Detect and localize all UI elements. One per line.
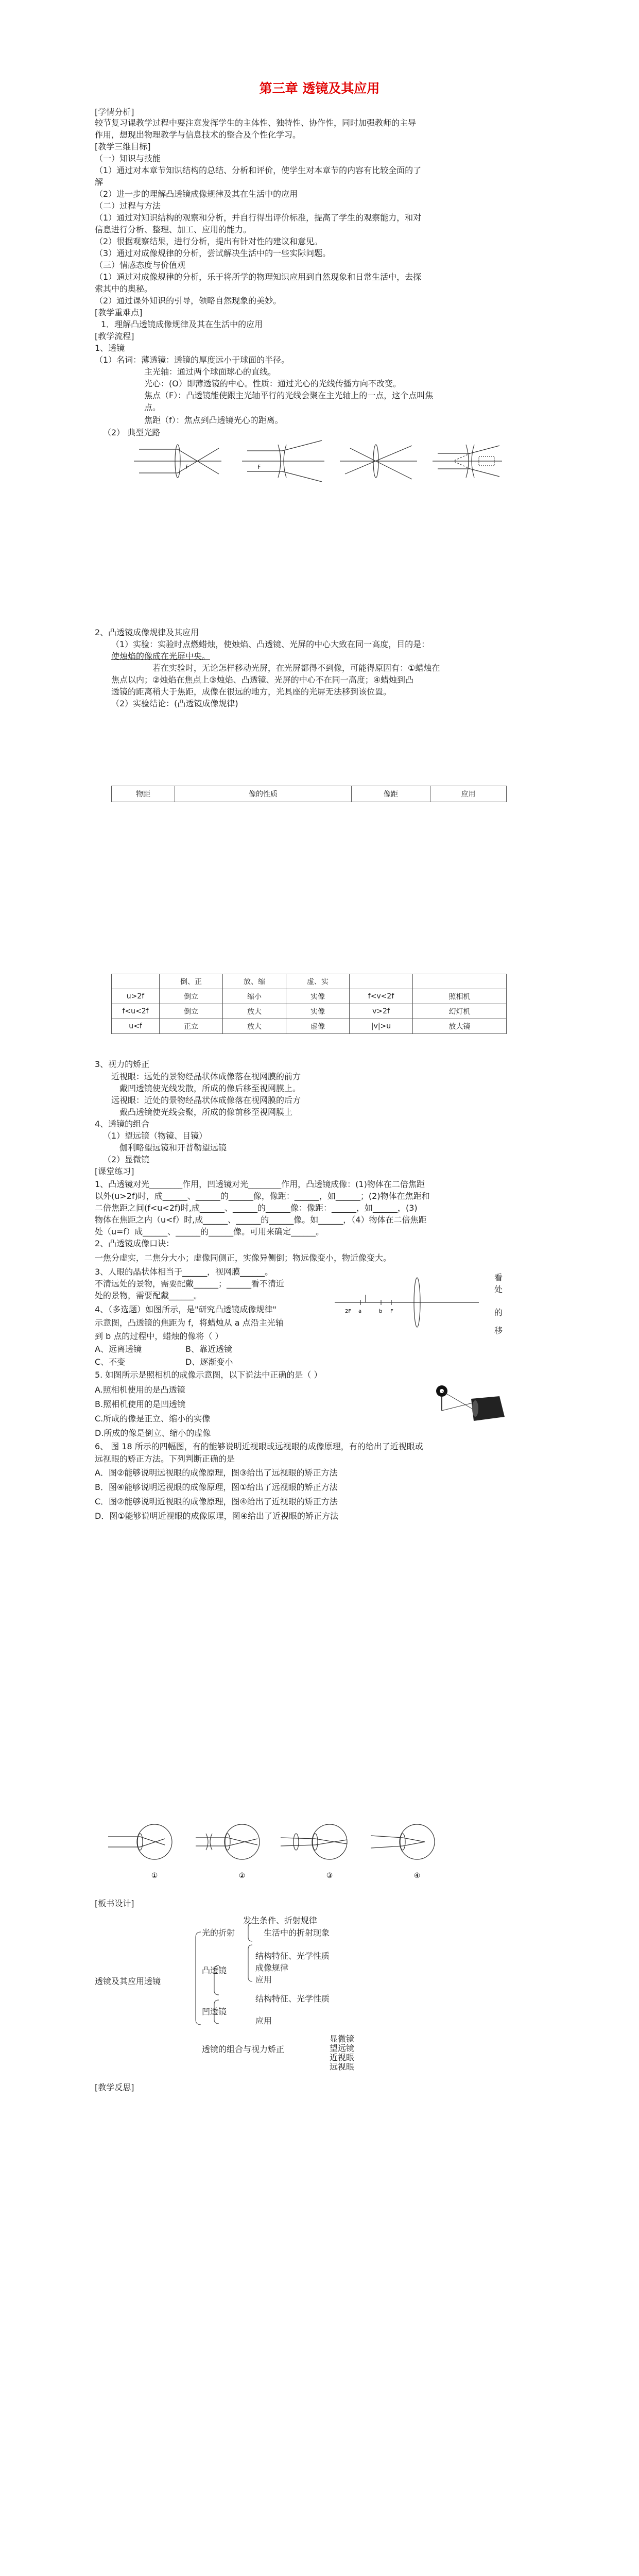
table-cell: 放大 — [223, 1004, 286, 1019]
table-cell: 正立 — [160, 1019, 223, 1034]
section-header-board: [板书设计] — [95, 1899, 134, 1908]
q4-option-d: D、逐渐变小 — [185, 1357, 233, 1367]
process-s4-1: （1）望远镜（物镜、目镜） — [103, 1131, 208, 1141]
practice-q1-a: 1、凸透镜对光________作用，凹透镜对光________作用，凸透镜成像：(1)物体在二倍焦距 — [95, 1179, 425, 1189]
board-convex-lens: 凸透镜 — [202, 1965, 227, 1975]
eye-label-2: ② — [238, 1872, 246, 1880]
process-s4-3: （2）显微镜 — [103, 1155, 150, 1164]
practice-q6-b: 远视眼的矫正方法。下列判断正确的是 — [95, 1454, 235, 1464]
process-s3-4: 戴凸透镜使光线会聚，所成的像前移至视网膜上 — [119, 1107, 293, 1117]
table-row — [112, 974, 507, 989]
section-header-analysis: [学情分析] — [95, 107, 134, 117]
process-s1-terms: （1）名词：薄透镜：透镜的厚度远小于球面的半径。 — [95, 355, 290, 365]
goals-p2: （2）很据观察结果，进行分析，提出有针对性的建议和意见。 — [95, 236, 323, 246]
process-s3-1: 近视眼：远处的景物经晶状体成像落在视网膜的前方 — [111, 1072, 301, 1081]
goals-e2: （2）通过课外知识的引导，领略自然现象的美妙。 — [95, 296, 282, 306]
board-life-phenomena: 生活中的折射现象 — [264, 1928, 330, 1938]
section-header-practice: [课堂练习] — [95, 1166, 134, 1176]
table-cell: 倒、正 — [160, 974, 223, 989]
board-convex-application: 应用 — [255, 1975, 272, 1985]
q4-label-b: b — [379, 1309, 383, 1314]
section-header-focus: [教学重难点] — [95, 308, 143, 317]
goals-k1-line-b: 解 — [95, 177, 103, 187]
table-cell: 幻灯机 — [413, 1004, 507, 1019]
q6-option-b: B．图④能够说明远视眼的成像原理，图①给出了远视眼的矫正方法 — [95, 1482, 338, 1492]
table-cell: 照相机 — [413, 989, 507, 1004]
table-cell — [413, 974, 507, 989]
goals-p1-line-b: 信息进行分析、整理、加工、应用的能力。 — [95, 225, 252, 234]
process-s4: 4、透镜的组合 — [95, 1119, 150, 1129]
q4-option-b: B、靠近透镜 — [185, 1344, 232, 1354]
goals-k1-line-a: （1）通过对本章节知识结构的总结、分析和评价，使学生对本章节的内容有比较全面的了 — [95, 165, 422, 175]
table-cell: u<f — [112, 1019, 160, 1034]
practice-q1-b: 以外(u>2f)时，成______、______的______像，像距：______，如______；(2)物体在焦距和 — [95, 1191, 430, 1201]
q4-label-a: a — [358, 1309, 362, 1314]
q6-option-a: A．图②能够说明远视眼的成像原理，图③给出了远视眼的矫正方法 — [95, 1468, 338, 1478]
analysis-line-1: 较节复习课教学过程中要注意发挥学生的主体性、独特性、协作性，同时加强教师的主导 — [95, 118, 417, 128]
board-concave-structure: 结构特征、光学性质 — [255, 1994, 330, 2004]
table-cell: |v|>u — [350, 1019, 413, 1034]
imaging-table-1 — [111, 786, 507, 802]
board-myopia: 近视眼 — [330, 2053, 355, 2062]
section-header-process: [教学流程] — [95, 331, 134, 341]
board-root: 透镜及其应用透镜 — [95, 1976, 161, 1986]
practice-q2: 2、凸透镜成像口诀： — [95, 1239, 175, 1248]
table-cell: 放大 — [223, 1019, 286, 1034]
eye-label-4: ④ — [413, 1872, 421, 1880]
process-s1-focus-b: 点。 — [144, 402, 161, 412]
process-s1-paths: （2） 典型光路 — [103, 428, 161, 437]
process-s2-exp-e: 透镜的距离稍大于焦距，成像在很远的地方，光具座的光屏无法移到该位置。 — [111, 687, 392, 697]
table-cell: v>2f — [350, 1004, 413, 1019]
practice-q3-b: 不清远处的景物，需要配戴______；______看不清近 — [95, 1279, 285, 1289]
table-cell: 放大镜 — [413, 1019, 507, 1034]
q4-lens-figure — [330, 1272, 484, 1333]
practice-q4-a: 4、（多选题）如图所示，是"研究凸透镜成像规律" — [95, 1304, 277, 1314]
board-telescope: 望远镜 — [330, 2043, 355, 2053]
q5-option-c: C.所成的像是正立、缩小的实像 — [95, 1414, 211, 1423]
table-cell: 放、缩 — [223, 974, 286, 989]
process-s2: 2、凸透镜成像规律及其应用 — [95, 628, 199, 637]
table-header-cell: 应用 — [430, 786, 507, 802]
process-s2-exp-b: 使烛焰的像成在光屏中央。 — [111, 651, 211, 661]
table-row — [112, 1004, 507, 1019]
practice-q4-b: 示意图，凸透镜的焦距为 f，将蜡烛从 a 点沿主光轴 — [95, 1318, 284, 1328]
practice-q3-side-b: 处 — [494, 1284, 503, 1294]
section-header-goals: [教学三维目标] — [95, 142, 151, 151]
practice-q4-c: 到 b 点的过程中，蜡烛的像将（ ） — [95, 1331, 223, 1341]
eye-figures — [103, 1816, 453, 1883]
goals-e1-line-a: （1）通过对成像规律的分析，乐于将所学的物理知识应用到自然现象和日常生活中，去探 — [95, 272, 422, 282]
table-cell — [112, 974, 160, 989]
table-header-cell: 物距 — [112, 786, 175, 802]
goals-knowledge-header: （一）知识与技能 — [95, 154, 161, 163]
focus-item: 1．理解凸透镜成像规律及其在生活中的应用 — [101, 319, 263, 329]
table-row — [112, 989, 507, 1004]
practice-q3-c: 处的景物，需要配戴______。 — [95, 1291, 202, 1300]
process-s3-3: 远视眼：近处的景物经晶状体成像落在视网膜的后方 — [111, 1095, 301, 1105]
table-cell: f<v<2f — [350, 989, 413, 1004]
practice-q5: 5. 如图所示是照相机的成像示意图，以下说法中正确的是（ ） — [95, 1370, 322, 1380]
process-s1-center: 光心：(O）即薄透镜的中心。性质：通过光心的光线传播方向不改变。 — [144, 379, 401, 388]
table-cell: 实像 — [286, 1004, 350, 1019]
practice-q3-side-a: 看 — [494, 1273, 503, 1282]
process-s3: 3、视力的矫正 — [95, 1059, 150, 1069]
process-s2-exp-d: 焦点以内；②烛焰在焦点上③烛焰、凸透镜、光屏的中心不在同一高度；④蜡烛到凸 — [111, 675, 414, 685]
table-cell: f<u<2f — [112, 1004, 160, 1019]
fig1-label-f1: F — [185, 464, 189, 470]
section-header-reflection: [教学反思] — [95, 2082, 134, 2092]
board-convex-structure: 结构特征、光学性质 — [255, 1951, 330, 1961]
practice-q1-e: 处（u=f）成______、______的______像。可用来确定______。 — [95, 1227, 324, 1236]
goals-p3: （3）通过对成像规律的分析，尝试解决生活中的一些实际问题。 — [95, 248, 331, 258]
table-cell: 缩小 — [223, 989, 286, 1004]
board-microscope: 显微镜 — [330, 2034, 355, 2044]
board-concave-application: 应用 — [255, 2016, 272, 2026]
table-row — [112, 786, 507, 802]
board-refraction: 光的折射 — [202, 1928, 235, 1938]
table-cell: u>2f — [112, 989, 160, 1004]
process-s1-flen: 焦距（f）：焦点到凸透镜光心的距离。 — [144, 415, 283, 425]
board-imaging-law: 成像规律 — [255, 1963, 289, 1973]
table-cell — [350, 974, 413, 989]
goals-k2: （2）进一步的理解凸透镜成像规律及其在生活中的应用 — [95, 189, 298, 199]
practice-q3-a: 3、人眼的晶状体相当于______，视网膜______。 — [95, 1267, 273, 1277]
process-s2-exp-a: （1）实验：实验时点燃蜡烛，使烛焰、凸透镜、光屏的中心大致在同一高度，目的是： — [111, 639, 430, 649]
q5-option-a: A.照相机使用的是凸透镜 — [95, 1385, 185, 1395]
board-combination: 透镜的组合与视力矫正 — [202, 2044, 285, 2054]
eye-label-3: ③ — [326, 1872, 333, 1880]
table-cell: 倒立 — [160, 989, 223, 1004]
eye-label-1: ① — [151, 1872, 158, 1880]
board-conditions: 发生条件、折射规律 — [243, 1916, 318, 1925]
table-row — [112, 1019, 507, 1034]
q4-label-2f: 2F — [345, 1309, 352, 1314]
table-cell: 虚像 — [286, 1019, 350, 1034]
goals-p1-line-a: （1）通过对知识结构的观察和分析，并自行得出评价标准，提高了学生的观察能力，和对 — [95, 213, 422, 223]
practice-q4-side-a: 的 — [494, 1308, 503, 1317]
practice-q6-a: 6、 图 18 所示的四幅图，有的能够说明近视眼或远视眼的成像原理，有的给出了近视眼或 — [95, 1442, 423, 1451]
q6-option-d: D．图①能够说明近视眼的成像原理，图④给出了近视眼的矫正方法 — [95, 1511, 339, 1521]
process-s4-2: 伽利略望远镜和开普勒望远镜 — [119, 1143, 227, 1153]
practice-q1-c: 二倍焦距之间(f<u<2f)时,成______、______的______像：像距：______，如______，(3) — [95, 1203, 418, 1213]
analysis-line-2: 作用，想现出物理教学与信息技术的整合及个性化学习。 — [95, 130, 301, 140]
camera-figure — [422, 1381, 510, 1430]
practice-q1-d: 物体在焦距之内（u<f）时,成______、______的______像。如______，（4）物体在二倍焦距 — [95, 1215, 427, 1225]
q5-option-b: B.照相机使用的是凹透镜 — [95, 1399, 186, 1409]
practice-q4-side-b: 移 — [494, 1326, 503, 1335]
practice-q2-a: 一焦分虚实，二焦分大小；虚像同侧正，实像异侧倒；物远像变小，物近像变大。 — [95, 1253, 392, 1263]
fig1-label-f2: F — [257, 464, 261, 470]
table-header-cell: 像距 — [352, 786, 430, 802]
table-header-cell: 像的性质 — [175, 786, 352, 802]
page-title: 第三章 透镜及其应用 — [259, 81, 380, 96]
q4-label-f: F — [390, 1309, 393, 1314]
process-s1-focus-a: 焦点（F）：凸透镜能使跟主光轴平行的光线会聚在主光轴上的一点，这个点叫焦 — [144, 391, 434, 400]
q5-option-d: D.所成的像是倒立、缩小的虚像 — [95, 1428, 211, 1438]
process-s1-axis: 主光轴：通过两个球面球心的直线。 — [144, 367, 277, 377]
board-hyperopia: 远视眼 — [330, 2062, 355, 2072]
process-s3-2: 戴凹透镜使光线发散，所成的像后移至视网膜上。 — [119, 1083, 301, 1093]
goals-emotion-header: （三）情感态度与价值观 — [95, 260, 186, 270]
light-path-figure — [124, 438, 505, 484]
process-s2-conclusion: （2）实验结论：(凸透镜成像规律) — [111, 699, 238, 708]
table-cell: 实像 — [286, 989, 350, 1004]
q6-option-c: C．图②能够说明近视眼的成像原理，图④给出了近视眼的矫正方法 — [95, 1497, 338, 1506]
board-concave-lens: 凹透镜 — [202, 2007, 227, 2016]
goals-e1-line-b: 索其中的奥秘。 — [95, 284, 153, 294]
goals-process-header: （二）过程与方法 — [95, 201, 161, 211]
imaging-table-2 — [111, 974, 507, 1034]
table-cell: 虚、实 — [286, 974, 350, 989]
q4-option-c: C、不变 — [95, 1357, 126, 1367]
table-cell: 倒立 — [160, 1004, 223, 1019]
q4-option-a: A、远离透镜 — [95, 1344, 142, 1354]
process-s1: 1、透镜 — [95, 343, 125, 353]
process-s2-exp-c: 若在实验时，无论怎样移动光屏，在光屏都得不到像，可能得原因有：①蜡烛在 — [152, 663, 440, 673]
